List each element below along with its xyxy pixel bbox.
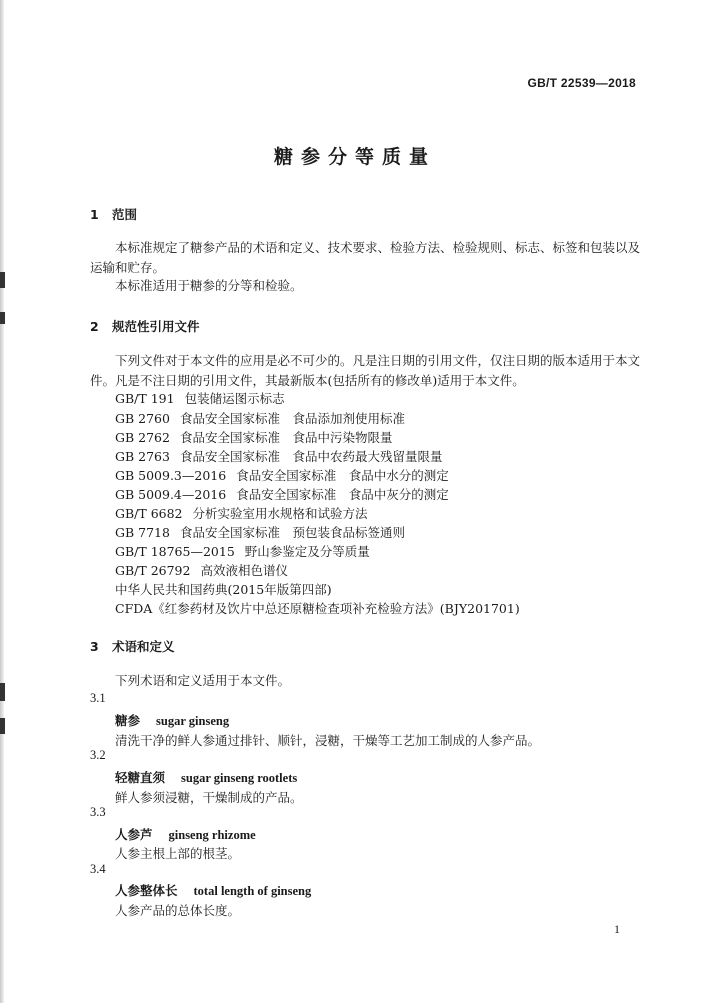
normative-intro: 下列文件对于本文件的应用是必不可少的。凡是注日期的引用文件，仅注日期的版本适用于本文件。凡是不注日期的引用文件，其最新版本(包括所有的修改单)适用于本文件。 (90, 353, 641, 388)
reference-item: GB/T 18765—2015 野山参鉴定及分等质量 (115, 544, 370, 559)
term-number: 3.3 (90, 805, 106, 819)
section-title: 规范性引用文件 (112, 319, 200, 334)
section-number: 2 (90, 319, 99, 334)
term-number: 3.2 (90, 748, 106, 762)
reference-item: GB 2762 食品安全国家标准 食品中污染物限量 (115, 430, 393, 445)
reference-item: 中华人民共和国药典(2015年版第四部) (115, 582, 332, 597)
reference-item: GB 2760 食品安全国家标准 食品添加剂使用标准 (115, 411, 405, 426)
term-heading: 人参整体长 total length of ginseng (115, 883, 312, 898)
term-definition: 鲜人参须浸糖，干燥制成的产品。 (115, 790, 303, 805)
term-heading: 人参芦 ginseng rhizome (115, 827, 256, 842)
binding-mark (0, 683, 5, 701)
page-number: 1 (614, 922, 620, 936)
scope-paragraph-1: 本标准规定了糖参产品的术语和定义、技术要求、检验方法、检验规则、标志、标签和包装以及运输和贮存。 (90, 240, 641, 275)
term-number: 3.4 (90, 862, 106, 876)
reference-item: GB 5009.4—2016 食品安全国家标准 食品中灰分的测定 (115, 487, 449, 502)
section-number: 3 (90, 639, 99, 654)
reference-item: CFDA《红参药材及饮片中总还原糖检查项补充检验方法》(BJY201701) (115, 601, 520, 616)
term-definition: 人参主根上部的根茎。 (115, 846, 241, 861)
document-title: 糖参分等质量 (273, 146, 436, 168)
reference-item: GB 2763 食品安全国家标准 食品中农药最大残留量限量 (115, 449, 443, 464)
term-heading: 糖参 sugar ginseng (115, 713, 230, 728)
term-definition: 清洗干净的鲜人参通过排针、顺针，浸糖，干燥等工艺加工制成的人参产品。 (115, 733, 541, 748)
binding-mark (0, 718, 5, 734)
section-heading-scope (90, 205, 137, 223)
standard-number: GB/T 22539—2018 (527, 76, 636, 90)
reference-item: GB/T 26792 高效液相色谱仪 (115, 563, 288, 578)
section-heading-normative (90, 317, 200, 335)
term-heading: 轻糖直须 sugar ginseng rootlets (115, 770, 298, 785)
reference-item: GB/T 191 包装储运图示标志 (115, 391, 285, 406)
scope-paragraph-2: 本标准适用于糖参的分等和检验。 (115, 278, 303, 293)
section-number: 1 (90, 207, 99, 222)
term-definition: 人参产品的总体长度。 (115, 903, 241, 918)
section-heading-terms (90, 637, 175, 655)
binding-mark (0, 272, 5, 288)
reference-item: GB 7718 食品安全国家标准 预包装食品标签通则 (115, 525, 405, 540)
reference-item: GB 5009.3—2016 食品安全国家标准 食品中水分的测定 (115, 468, 449, 483)
reference-item: GB/T 6682 分析实验室用水规格和试验方法 (115, 506, 368, 521)
section-title: 范围 (112, 207, 138, 222)
term-number: 3.1 (90, 691, 106, 705)
binding-mark (0, 312, 5, 324)
terms-intro: 下列术语和定义适用于本文件。 (115, 673, 291, 688)
section-title: 术语和定义 (112, 639, 175, 654)
